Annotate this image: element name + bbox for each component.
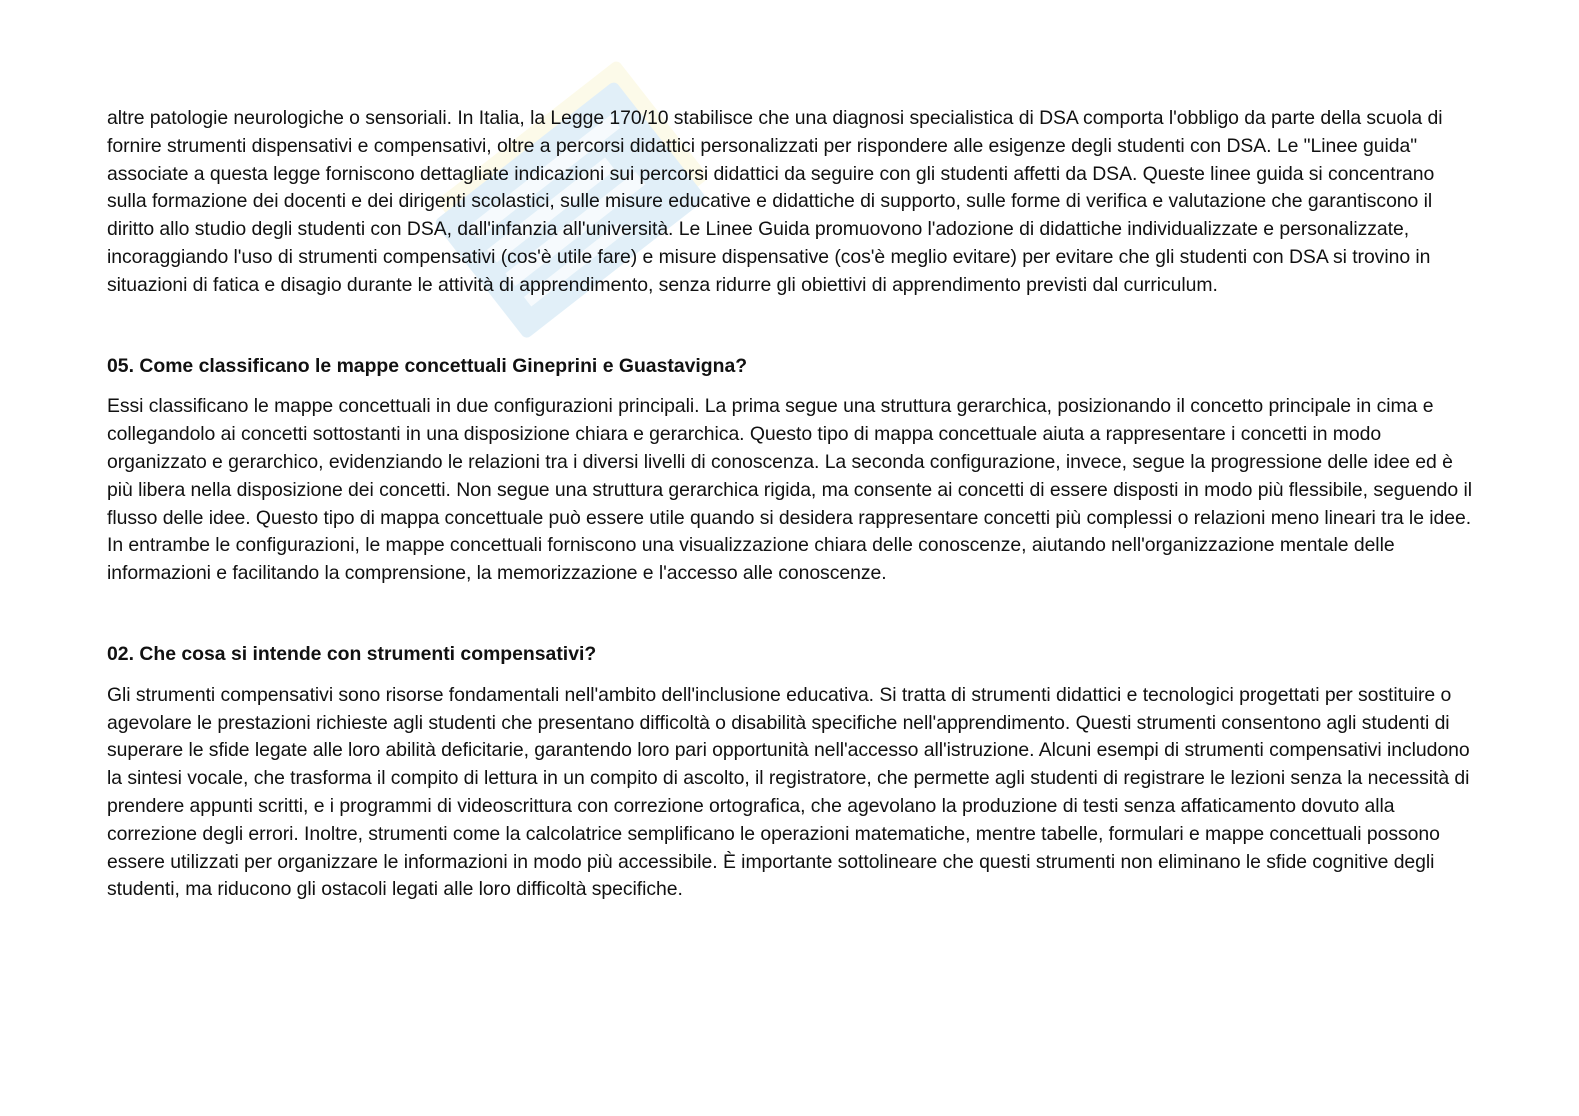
answer-paragraph: Gli strumenti compensativi sono risorse fondamentali nell'ambito dell'inclusione educativa. Si tratta di strumenti didattici e tecnologici progettati per sostituire o agevolare le prestazioni richieste agli studenti che presentano difficoltà o disabilità specifiche nell'apprendimento. Questi strumenti consentono agli studenti di superare le sfide legate alle loro abilità deficitarie, garantendo loro pari opportunità nell'accesso all'istruzione. Alcuni esempi di strumenti compensativi includono la sintesi vocale, che trasforma il compito di lettura in un compito di ascolto, il registratore, che permette agli studenti di registrare le lezioni senza la necessità di prendere appunti scritti, e i programmi di videoscrittura con correzione ortografica, che agevolano la produzione di testi senza affaticamento dovuto alla correzione degli errori. Inoltre, strumenti come la calcolatrice semplificano le operazioni matematiche, mentre tabelle, formulari e mappe concettuali possono essere utilizzati per organizzare le informazioni in modo più accessibile. È importante sottolineare che questi strumenti non eliminano le sfide cognitive degli studenti, ma riducono gli ostacoli legati alle loro difficoltà specifiche.	[107, 683, 1470, 901]
intro-paragraph: altre patologie neurologiche o sensoriali. In Italia, la Legge 170/10 stabilisce che una diagnosi specialistica di DSA comporta l'obbligo da parte della scuola di fornire strumenti dispensativi e compensativi, oltre a percorsi didattici personalizzati per rispondere alle esigenze degli studenti con DSA. Le "Linee guida" associate a questa legge forniscono dettagliate indicazioni sui percorsi didattici da seguire con gli studenti affetti da DSA. Queste linee guida si concentrano sulla formazione dei docenti e dei dirigenti scolastici, sulle misure educative e didattiche di supporto, sulle forme di verifica e valutazione che garantiscono il diritto allo studio degli studenti con DSA, dall'infanzia all'università. Le Linee Guida promuovono l'adozione di didattiche individualizzate e personalizzate, incoraggiando l'uso di strumenti compensativi (cos'è utile fare) e misure dispensative (cos'è meglio evitare) per evitare che gli studenti con DSA si trovino in situazioni di fatica e disagio durante le attività di apprendimento, senza ridurre gli obiettivi di apprendimento previsti dal curriculum.	[107, 107, 1443, 296]
answer-paragraph: Essi classificano le mappe concettuali in due configurazioni principali. La prima segue una struttura gerarchica, posizionando il concetto principale in cima e collegandolo ai concetti sottostanti in una disposizione chiara e gerarchica. Questo tipo di mappa concettuale aiuta a rappresentare i concetti in modo organizzato e gerarchico, evidenziando le relazioni tra i diversi livelli di conoscenza. La seconda configurazione, invece, segue la progressione delle idee ed è più libera nella disposizione dei concetti. Non segue una struttura gerarchica rigida, ma consente ai concetti di essere disposti in modo più flessibile, seguendo il flusso delle idee. Questo tipo di mappa concettuale può essere utile quando si desidera rappresentare concetti più complessi o relazioni meno lineari tra le idee. In entrambe le configurazioni, le mappe concettuali forniscono una visualizzazione chiara delle conoscenze, aiutando nell'organizzazione mentale delle informazioni e facilitando la comprensione, la memorizzazione e l'accesso alle conoscenze.	[107, 395, 1472, 585]
question-heading: 02. Che cosa si intende con strumenti compensativi?	[107, 642, 597, 665]
question-heading: 05. Come classificano le mappe concettuali Gineprini e Guastavigna?	[107, 354, 748, 377]
page-content	[107, 105, 1479, 904]
